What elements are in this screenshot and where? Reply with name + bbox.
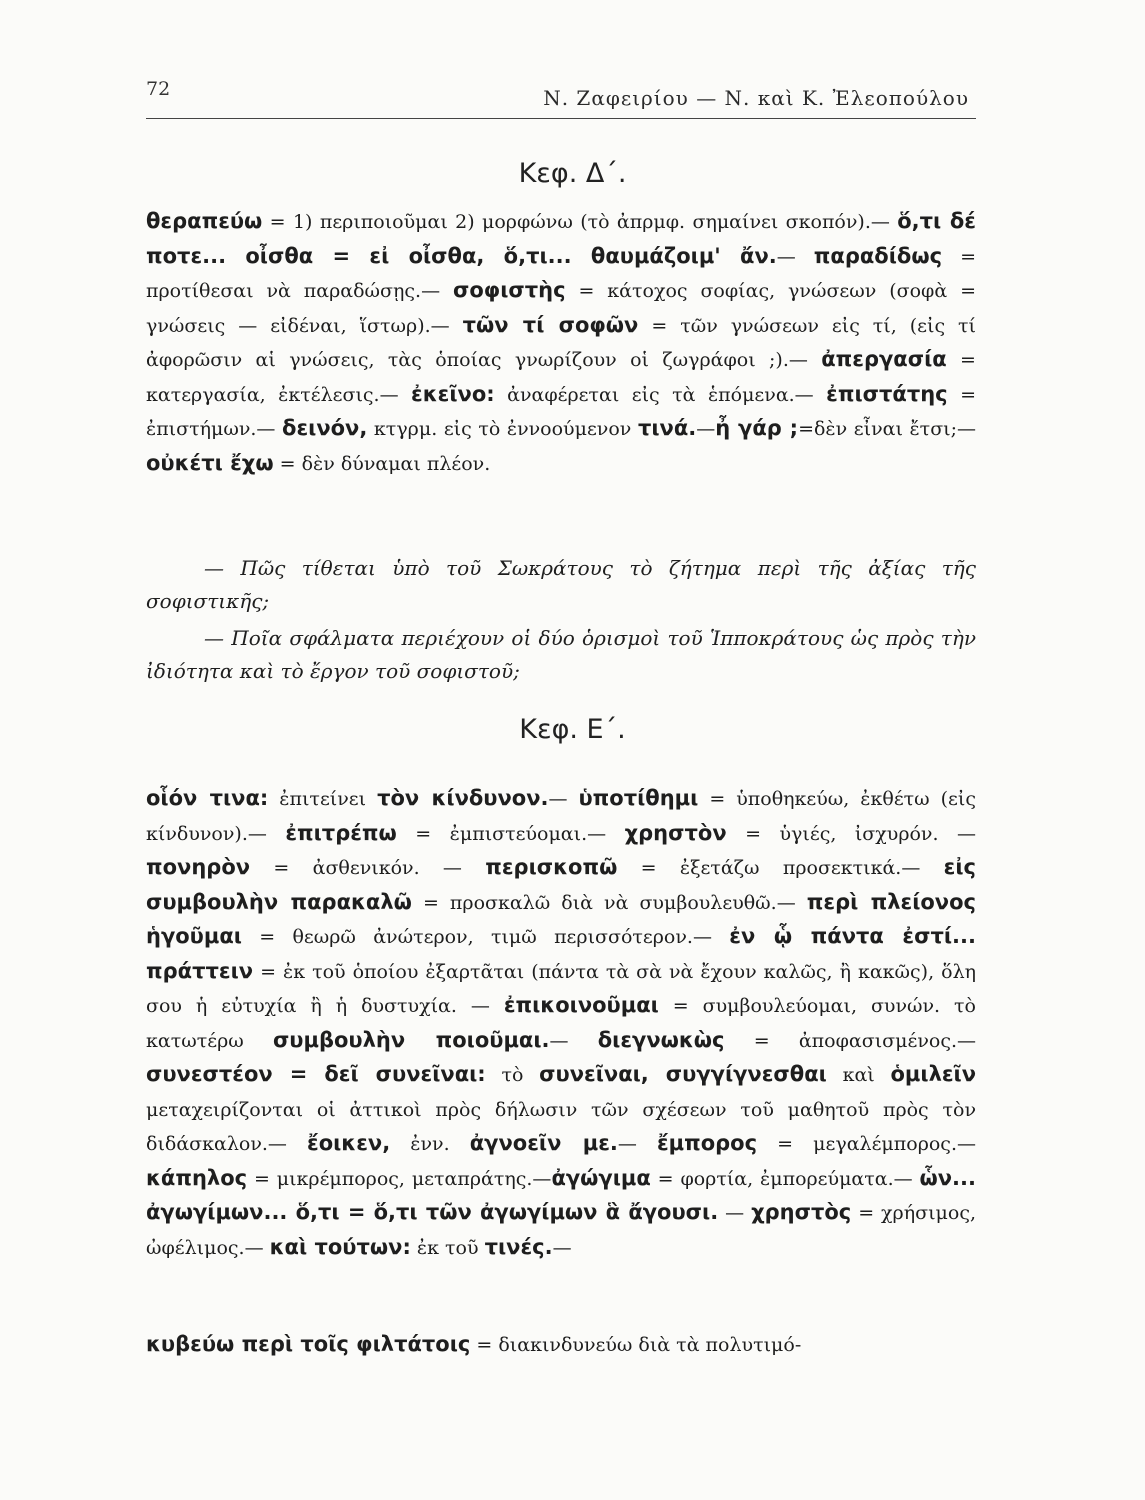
- gloss-text: = μεγαλέμπορος.—: [757, 1133, 976, 1155]
- gloss-text: ἐκ τοῦ: [410, 1236, 485, 1259]
- gloss-block-d: [146, 205, 976, 481]
- gloss-text: = τῶν γνώσεων εἰς τί, (εἰς τί ἀφορῶσιν αἱ γνώσεις, τὰς ὁποίας γνωρίζουν οἱ ζωγράφοι ;).—: [146, 314, 977, 371]
- gloss-text: = μικρέμπορος, μεταπράτης.—: [247, 1167, 552, 1190]
- chapter-heading-e: Κεφ. Ε΄.: [519, 714, 626, 745]
- gloss-text: = ὑγιές, ἰσχυρόν. —: [726, 822, 976, 845]
- lemma-term: τὸν κίνδυνον.: [377, 786, 549, 810]
- gloss-text: —: [776, 245, 814, 268]
- gloss-text: =δὲν εἶναι ἔτσι;—: [798, 418, 977, 440]
- gloss-text: = ἐξετάζω προσεκτικά.—: [617, 857, 944, 879]
- gloss-text: = δὲν δύναμαι πλέον.: [273, 452, 491, 475]
- lemma-term: ὅ,τι δέ ποτε... οἶσθα = εἰ οἶσθα, ὅ,τι... θαυμάζοιμ' ἄν.: [146, 209, 976, 268]
- lemma-term: εἰς συμβουλὴν παρακαλῶ: [146, 855, 976, 914]
- gloss-block-e: [146, 782, 976, 1265]
- gloss-text: = διακινδυνεύω διὰ τὰ πολυτιμό-: [470, 1334, 802, 1356]
- gloss-text: = ἀσθενικόν. —: [250, 857, 486, 879]
- running-head: Ν. Ζαφειρίου — Ν. καὶ Κ. Ἐλεοπούλου: [543, 86, 969, 110]
- lemma-term: τινά.: [637, 416, 697, 440]
- lemma-term: σοφιστὴς: [453, 278, 566, 302]
- chapter-heading-d: Κεφ. Δ΄.: [518, 158, 627, 189]
- gloss-text: ἐνν.: [390, 1133, 470, 1155]
- gloss-text: = ὑποθηκεύω, ἐκθέτω (εἰς κίνδυνον).—: [146, 788, 976, 845]
- lemma-term: ἔοικεν,: [307, 1131, 391, 1155]
- lemma-term: συνεστέον = δεῖ συνεῖναι:: [146, 1062, 486, 1086]
- gloss-text: ἀναφέρεται εἰς τὰ ἑπόμενα.—: [494, 383, 827, 406]
- gloss-text: = προσκαλῶ διὰ νὰ συμβουλευθῶ.—: [411, 891, 807, 914]
- gloss-text: ἐπιτείνει: [268, 788, 378, 810]
- gloss-text: = χρήσιμος, ὠφέλιμος.—: [146, 1202, 977, 1259]
- gloss-text: κτγρμ. εἰς τὸ ἐννοούμενον: [367, 418, 638, 440]
- page-number: 72: [146, 78, 171, 100]
- lemma-term: ἐν ᾧ πάντα ἐστί... πράττειν: [146, 924, 976, 983]
- lemma-term: κυβεύω περὶ τοῖς φιλτάτοις: [146, 1332, 471, 1356]
- lemma-term: ἐκεῖνο:: [411, 381, 495, 406]
- lemma-term: δεινόν,: [282, 416, 368, 440]
- gloss-block-e-continued: [146, 1328, 976, 1363]
- gloss-text: καὶ: [826, 1064, 891, 1086]
- lemma-term: τινές.: [484, 1234, 553, 1259]
- lemma-term: οὐκέτι ἔχω: [146, 450, 274, 475]
- lemma-term: συμβουλὴν ποιοῦμαι.: [272, 1027, 550, 1052]
- lemma-term: ἐπιτρέπω: [285, 820, 397, 845]
- question-1: — Πῶς τίθεται ὑπὸ τοῦ Σωκράτους τὸ ζήτημα περὶ τῆς ἀξίας τῆς σοφιστικῆς;: [146, 556, 976, 613]
- gloss-text: = ἐκ τοῦ ὁποίου ἐξαρτᾶται (πάντα τὰ σὰ νὰ ἔχουν καλῶς, ἢ κακῶς), ὅλη σου ἡ εὐτυχία ἢ ἡ δυστυχία. —: [146, 960, 976, 1017]
- gloss-text: —: [549, 1029, 598, 1052]
- header-rule: [146, 118, 976, 119]
- lemma-term: παραδίδως: [813, 243, 943, 268]
- gloss-text: μεταχειρίζονται οἱ ἀττικοὶ πρὸς δήλωσιν τῶν σχέσεων τοῦ μαθητοῦ πρὸς τὸν διδάσκαλον.—: [146, 1098, 976, 1155]
- gloss-text: —: [718, 1202, 752, 1224]
- lemma-term: ὧν... ἀγωγίμων... ὅ,τι = ὅ,τι τῶν ἀγωγίμων ἃ ἄγουσι.: [146, 1165, 976, 1224]
- gloss-text: —: [696, 418, 716, 440]
- lemma-term: ἀγώγιμα: [551, 1165, 651, 1190]
- lemma-term: οἷόν τινα:: [146, 786, 269, 810]
- lemma-term: συνεῖναι, συγγίγνεσθαι: [539, 1062, 827, 1086]
- lemma-term: ἦ γάρ ;: [715, 416, 799, 440]
- gloss-text: = κατεργασία, ἐκτέλεσις.—: [146, 349, 976, 406]
- gloss-text: = ἐμπιστεύομαι.—: [396, 822, 625, 845]
- lemma-term: περισκοπῶ: [485, 855, 618, 879]
- gloss-text: = ἐπιστήμων.—: [146, 383, 977, 440]
- study-questions: [146, 552, 976, 692]
- gloss-text: = κάτοχος σοφίας, γνώσεων (σοφὰ = γνώσεις — εἰδέναι, ἵστωρ).—: [146, 280, 976, 337]
- lemma-term: χρηστὸν: [624, 820, 727, 845]
- lemma-term: ὑποτίθημι: [578, 786, 699, 810]
- lemma-term: θεραπεύω: [146, 209, 263, 233]
- lemma-term: διεγνωκὼς: [597, 1027, 725, 1052]
- lemma-term: χρηστὸς: [751, 1200, 852, 1224]
- lemma-term: πονηρὸν: [146, 855, 251, 879]
- lemma-term: καὶ τούτων:: [269, 1234, 411, 1259]
- gloss-text: —: [617, 1133, 657, 1155]
- gloss-text: τὸ: [485, 1064, 540, 1086]
- gloss-text: —: [548, 788, 579, 810]
- question-2: — Ποῖα σφάλματα περιέχουν οἱ δύο ὁρισμοὶ τοῦ Ἱπποκράτους ὡς πρὸς τὴν ἰδιότητα καὶ τὸ ἔργον τοῦ σοφιστοῦ;: [146, 626, 976, 683]
- lemma-term: ἀγνοεῖν με.: [469, 1131, 618, 1155]
- gloss-text: = θεωρῶ ἀνώτερον, τιμῶ περισσότερον.—: [241, 926, 730, 948]
- lemma-term: κάπηλος: [146, 1165, 248, 1190]
- gloss-text: = προτίθεσαι νὰ παραδώσῃς.—: [146, 245, 976, 302]
- gloss-text: = συμβουλεύομαι, συνών. τὸ κατωτέρω: [146, 995, 976, 1052]
- lemma-term: ἐπιστάτης: [826, 381, 948, 406]
- lemma-term: ἔμπορος: [656, 1131, 758, 1155]
- gloss-text: = ἀποφασισμένος.—: [724, 1029, 976, 1052]
- lemma-term: ἐπικοινοῦμαι: [503, 993, 659, 1017]
- lemma-term: τῶν τί σοφῶν: [462, 312, 639, 337]
- lemma-term: ὁμιλεῖν: [890, 1062, 977, 1086]
- gloss-text: = φορτία, ἐμπορεύματα.—: [650, 1167, 920, 1190]
- gloss-text: —: [552, 1236, 572, 1259]
- gloss-text: = 1) περιποιοῦμαι 2) μορφώνω (τὸ ἀπρμφ. σημαίνει σκοπόν).—: [262, 211, 898, 233]
- lemma-term: ἀπεργασία: [821, 347, 947, 371]
- lemma-term: περὶ πλείονος ἡγοῦμαι: [146, 889, 976, 948]
